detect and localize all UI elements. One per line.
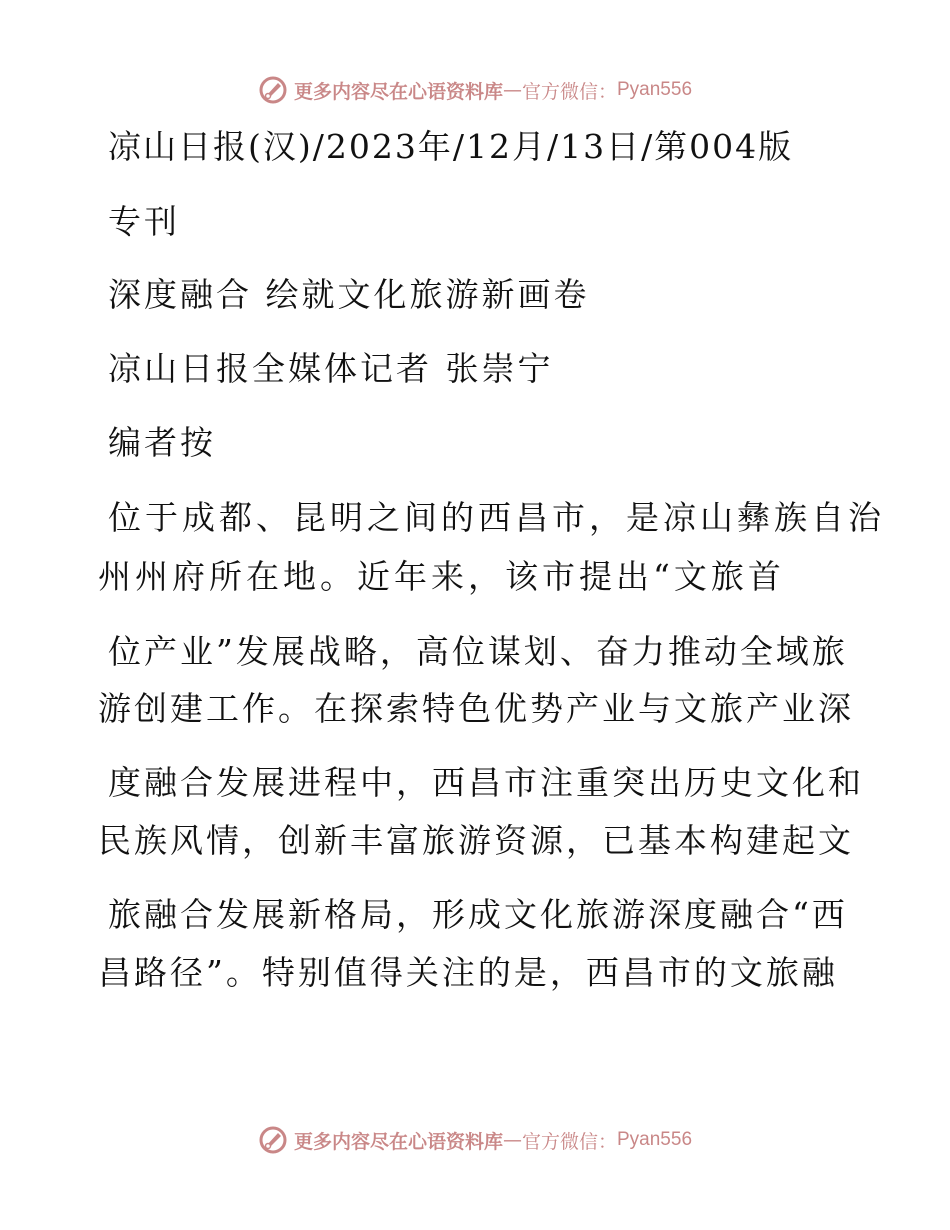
article-title: 深度融合 绘就文化旅游新画卷	[108, 275, 590, 314]
article-byline: 凉山日报全媒体记者 张崇宁	[108, 349, 554, 388]
watermark-footer	[0, 1120, 950, 1160]
body-text-line: 昌路径”。特别值得关注的是，西昌市的文旅融	[98, 953, 838, 992]
body-text-line: 位产业”发展战略，高位谋划、奋力推动全域旅	[108, 632, 848, 671]
editor-note-heading: 编者按	[108, 423, 216, 462]
body-text-line: 民族风情，创新丰富旅游资源，已基本构建起文	[98, 821, 854, 860]
section-label: 专刊	[108, 202, 180, 241]
watermark-wechat-id: Pyan556	[617, 1129, 693, 1150]
body-text-line: 游创建工作。在探索特色优势产业与文旅产业深	[98, 689, 854, 728]
body-text-line: 位于成都、昆明之间的西昌市，是凉山彝族自治	[108, 498, 885, 537]
brand-logo-icon	[258, 75, 288, 105]
body-text-line: 旅融合发展新格局，形成文化旅游深度融合“西	[108, 895, 848, 934]
source-line: 凉山日报(汉)/2023年/12月/13日/第004版	[108, 127, 794, 166]
watermark-contact-label: 官方微信：	[521, 80, 617, 103]
watermark-dash: —	[502, 1129, 522, 1151]
body-text-line: 州州府所在地。近年来，该市提出“文旅首	[98, 557, 785, 596]
watermark-contact-label: 官方微信：	[521, 1130, 617, 1153]
watermark-site-text: 更多内容尽在心语资料库	[293, 80, 503, 103]
watermark-wechat-id: Pyan556	[617, 79, 693, 100]
watermark-dash: —	[502, 79, 522, 101]
watermark-site-text: 更多内容尽在心语资料库	[293, 1130, 503, 1153]
brand-logo-icon	[258, 1125, 288, 1155]
body-text-line: 度融合发展进程中，西昌市注重突出历史文化和	[108, 763, 864, 802]
watermark-header	[0, 70, 950, 110]
